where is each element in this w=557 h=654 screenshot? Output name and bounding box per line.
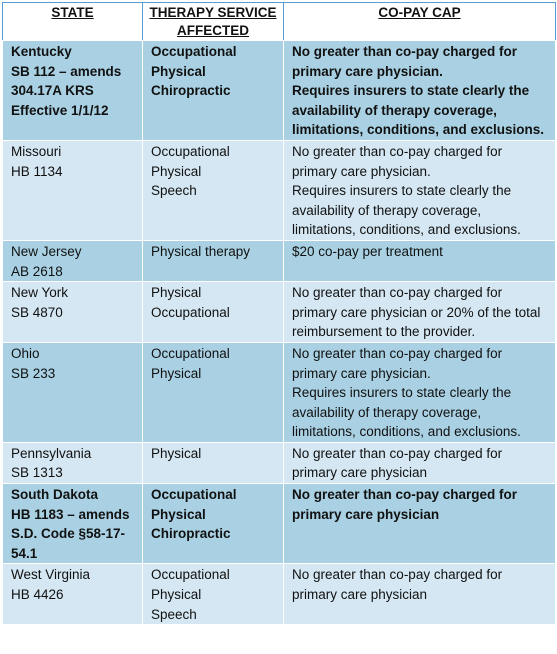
cap-text: No greater than co-pay charged for primary care physician. (292, 44, 518, 79)
cap-text: No greater than co-pay charged for primary care physician (292, 487, 518, 522)
state-cell (3, 282, 143, 343)
cap-cell (284, 484, 556, 564)
cap-text: Requires insurers to state clearly the availability of therapy coverage, limitations, conditions, and exclusions. (292, 83, 545, 138)
header-row (3, 3, 556, 41)
table-row (3, 41, 556, 141)
state-cell (3, 442, 143, 483)
service-item: Physical (151, 365, 202, 381)
state-bill: HB 1134 (11, 163, 63, 179)
state-cell (3, 564, 143, 625)
copay-table (2, 2, 556, 625)
services-cell (143, 282, 284, 343)
service-item: Occupational (151, 143, 230, 159)
service-item: Occupational (151, 567, 230, 583)
state-bill: HB 1183 – amends (11, 506, 130, 522)
cap-cell (284, 564, 556, 625)
state-name: New York (11, 285, 69, 301)
state-code: 304.17A KRS (11, 83, 94, 99)
service-item: Physical therapy (151, 243, 251, 259)
state-cell (3, 41, 143, 141)
services-cell (143, 240, 284, 281)
service-item: Physical (151, 587, 202, 603)
state-cell (3, 342, 143, 442)
cap-text: Requires insurers to state clearly the availability of therapy coverage, limitations, conditions, and exclusions. (292, 385, 521, 440)
state-bill: SB 1313 (11, 465, 63, 481)
cap-text: Requires insurers to state clearly the availability of therapy coverage, limitations, conditions, and exclusions. (292, 183, 521, 238)
table-row (3, 282, 556, 343)
state-bill: SB 4870 (11, 304, 63, 320)
state-bill: AB 2618 (11, 263, 63, 279)
services-cell (143, 564, 284, 625)
service-item: Occupational (151, 304, 230, 320)
services-cell (143, 342, 284, 442)
cap-text: No greater than co-pay charged for primary care physician. (292, 143, 503, 179)
state-name: Ohio (11, 345, 40, 361)
state-cell (3, 140, 143, 240)
state-name: New Jersey (11, 243, 82, 259)
state-bill: HB 4426 (11, 587, 64, 603)
header-therapy-service: THERAPY SERVICE AFFECTED (143, 3, 284, 41)
service-item: Occupational (151, 487, 237, 503)
table-row (3, 564, 556, 625)
state-code: S.D. Code §58-17- (11, 526, 126, 542)
service-item: Occupational (151, 345, 230, 361)
table-row (3, 140, 556, 240)
cap-text: No greater than co-pay charged for primary care physician (292, 567, 503, 603)
cap-text: $20 co-pay per treatment (292, 243, 443, 259)
service-item: Chiropractic (151, 526, 231, 542)
header-state: STATE (3, 3, 143, 41)
services-cell (143, 140, 284, 240)
services-cell (143, 484, 284, 564)
service-item: Physical (151, 63, 206, 79)
table-row (3, 342, 556, 442)
services-cell (143, 41, 284, 141)
cap-cell (284, 282, 556, 343)
state-code-cont: 54.1 (11, 545, 38, 561)
service-item: Physical (151, 163, 202, 179)
state-name: Missouri (11, 143, 62, 159)
state-name: Pennsylvania (11, 445, 92, 461)
service-item: Chiropractic (151, 83, 231, 99)
header-copay-cap: CO-PAY CAP (284, 3, 556, 41)
cap-text: No greater than co-pay charged for primary care physician. (292, 345, 503, 381)
service-item: Speech (151, 183, 197, 199)
cap-cell (284, 342, 556, 442)
table-row (3, 484, 556, 564)
cap-cell (284, 442, 556, 483)
table-row (3, 240, 556, 281)
state-effective: Effective 1/1/12 (11, 102, 109, 118)
state-cell (3, 484, 143, 564)
cap-cell (284, 240, 556, 281)
service-item: Physical (151, 506, 206, 522)
state-bill: SB 112 – amends (11, 63, 122, 79)
service-item: Physical (151, 445, 202, 461)
cap-cell (284, 41, 556, 141)
state-bill: SB 233 (11, 365, 56, 381)
table-row (3, 442, 556, 483)
state-name: Kentucky (11, 44, 72, 59)
cap-cell (284, 140, 556, 240)
service-item: Physical (151, 285, 202, 301)
service-item: Speech (151, 606, 197, 622)
cap-text: No greater than co-pay charged for primary care physician (292, 445, 503, 481)
services-cell (143, 442, 284, 483)
state-name: West Virginia (11, 567, 91, 583)
state-cell (3, 240, 143, 281)
state-name: South Dakota (11, 487, 99, 503)
service-item: Occupational (151, 44, 237, 59)
cap-text: No greater than co-pay charged for primary care physician or 20% of the total reimbursement to the provider. (292, 285, 541, 340)
